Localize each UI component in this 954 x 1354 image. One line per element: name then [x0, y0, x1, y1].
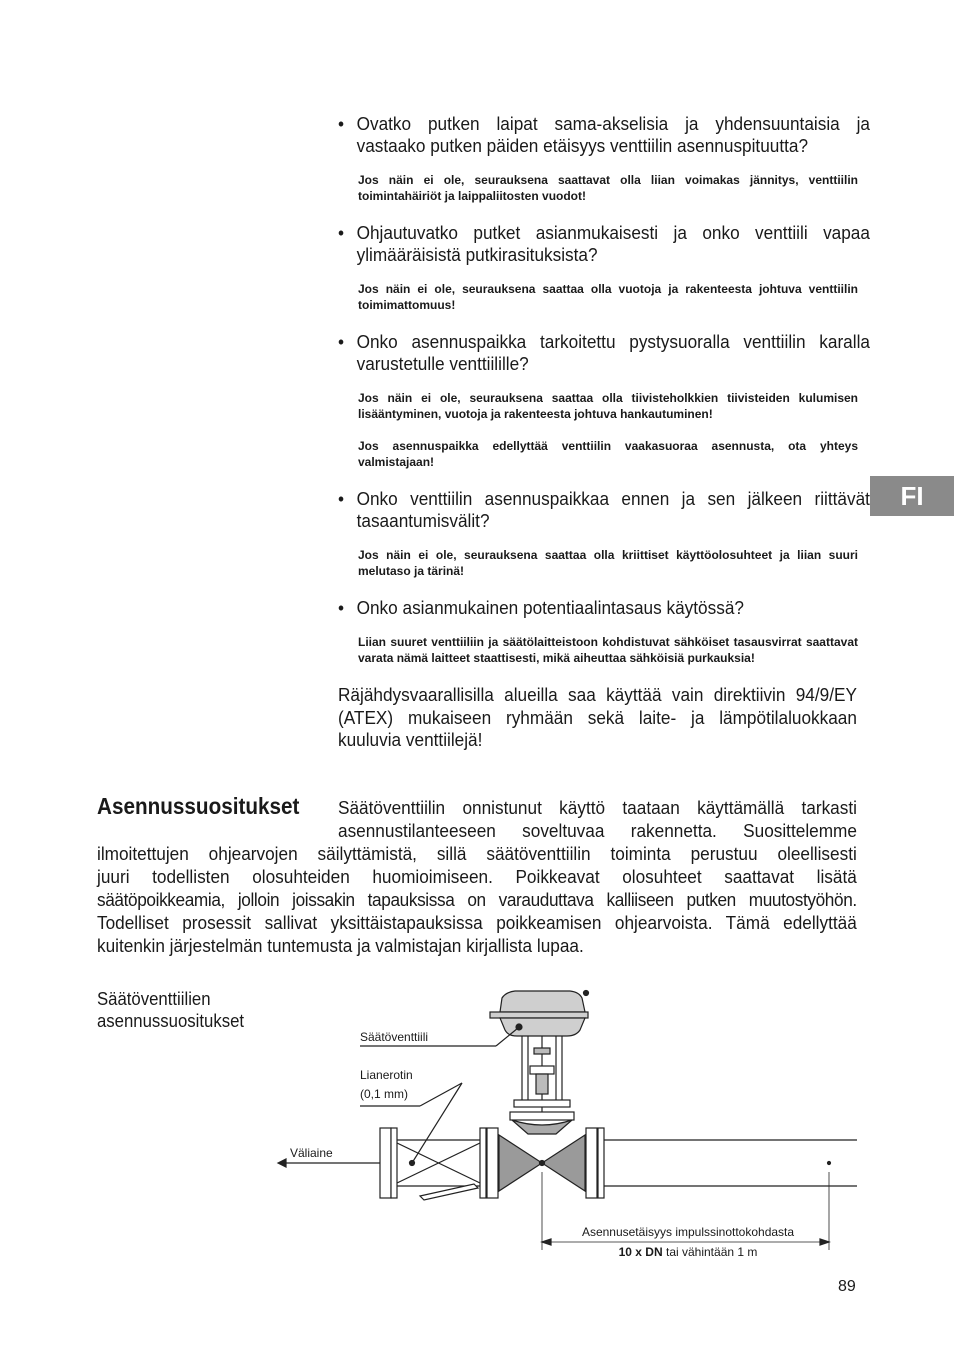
- checklist-item: [338, 488, 870, 579]
- dimension-label: Asennusetäisyys impulssinottokohdasta: [581, 1225, 795, 1239]
- section-intro-line: Säätöventtiilin onnistunut käyttö taataan käyttämällä tarkasti: [338, 797, 857, 818]
- figure-caption-line: Säätöventtiilien: [97, 989, 211, 1009]
- checklist-question: Ohjautuvatko putket asianmukaisesti ja onko venttiili vapaa ylimääräisistä putkirasituksista?: [356, 222, 870, 265]
- section-body-line: Todelliset prosessit sallivat yksittäistapauksissa poikkeamisen ohjearvoista. Tämä edellyttää: [97, 912, 857, 933]
- dimension-value-bold: 10 x DN: [618, 1245, 663, 1259]
- figure-caption: [97, 988, 244, 1032]
- valve-yoke: [510, 1036, 574, 1134]
- valve-body: [480, 1128, 604, 1198]
- label-medium: Väliaine: [290, 1146, 333, 1160]
- label-valve: Säätöventtiili: [360, 1030, 429, 1044]
- section-intro-line: asennustilanteeseen soveltuvaa rakennetta. Suosittelemme: [338, 820, 857, 841]
- bullet-icon: •: [338, 597, 345, 618]
- dimension-value: [619, 1245, 758, 1259]
- checklist-note: Jos näin ei ole, seurauksena saattaa olla tiivisteholkkien tiivisteiden kulumisen lisääntyminen, vuotoja ja rakenteesta johtuva hankautuminen!: [358, 391, 858, 421]
- atex-paragraph: Räjähdysvaarallisilla alueilla saa käyttää vain direktiivin 94/9/EY (ATEX) mukaiseen ryhmään sekä laite- ja lämpötilaluokkaan kuuluvia venttiilejä!: [338, 684, 857, 750]
- section-heading: Asennussuositukset: [97, 793, 300, 819]
- checklist-note: Liian suuret venttiiliin ja säätölaitteistoon kohdistuvat sähköiset tasausvirrat saattavat varata nämä laitteet staattisesti, mikä aiheuttaa sähköisiä purkauksia!: [358, 635, 858, 665]
- checklist-note: Jos näin ei ole, seurauksena saattavat olla liian voimakas jännitys, venttiilin toimintahäiriöt ja laippaliitosten vuodot!: [358, 173, 858, 203]
- section-body-line: kuitenkin järjestelmän tuntemusta ja valmistajan kirjallista lupaa.: [97, 935, 584, 956]
- bullet-icon: •: [338, 222, 345, 243]
- checklist-item: [338, 222, 870, 313]
- checklist-question: Onko asianmukainen potentiaalintasaus käytössä?: [356, 597, 744, 618]
- flow-arrow-icon: [278, 1159, 380, 1167]
- strainer: [380, 1128, 480, 1200]
- section-body-line: säätöpoikkeamia, jolloin joissakin tapauksissa on varauduttava kalliiseen putken muutostyöhön.: [97, 889, 857, 910]
- checklist-note: Jos asennuspaikka edellyttää venttiilin vaakasuoraa asennusta, ota yhteys valmistajaan!: [358, 439, 858, 469]
- checklist-question: Onko asennuspaikka tarkoitettu pystysuoralla venttiilin karalla varustetulle venttiilille?: [356, 331, 870, 374]
- dimension-line: [542, 1239, 829, 1245]
- language-tab: FI: [870, 476, 954, 516]
- checklist-note: Jos näin ei ole, seurauksena saattaa olla kriittiset käyttöolosuhteet ja liian suuri melutaso ja tärinä!: [358, 548, 858, 578]
- figure-caption-line: asennussuositukset: [97, 1011, 245, 1031]
- checklist-note: Jos näin ei ole, seurauksena saattaa olla vuotoja ja rakenteesta johtuva venttiilin toimimattomuus!: [358, 282, 858, 312]
- actuator-icon: [490, 991, 589, 1037]
- checklist-item: [338, 331, 870, 470]
- page-number: 89: [838, 1278, 856, 1295]
- dimension-value-rest: tai vähintään 1 m: [665, 1245, 758, 1259]
- section-body-line: ilmoitettujen ohjearvojen säilyttämistä, sillä säätöventtiilin toiminta perustuu oleellisesti: [97, 843, 857, 864]
- bullet-icon: •: [338, 331, 345, 352]
- label-straightener-sub: (0,1 mm): [360, 1087, 408, 1101]
- checklist-item: [338, 113, 870, 204]
- label-straightener: Lianerotin: [360, 1068, 413, 1082]
- checklist-question: Onko venttiilin asennuspaikkaa ennen ja sen jälkeen riittävät tasaantumisvälit?: [356, 488, 870, 531]
- bullet-icon: •: [338, 488, 345, 509]
- bullet-icon: •: [338, 113, 345, 134]
- checklist-question: Ovatko putken laipat sama-akselisia ja yhdensuuntaisia ja vastaako putken päiden etäisyys venttiilin asennuspituutta?: [356, 113, 870, 156]
- checklist-item: [338, 597, 858, 666]
- section-body-line: juuri todellisten olosuhteiden huomioimiseen. Poikkeavat olosuhteet saattavat lisätä: [97, 866, 857, 887]
